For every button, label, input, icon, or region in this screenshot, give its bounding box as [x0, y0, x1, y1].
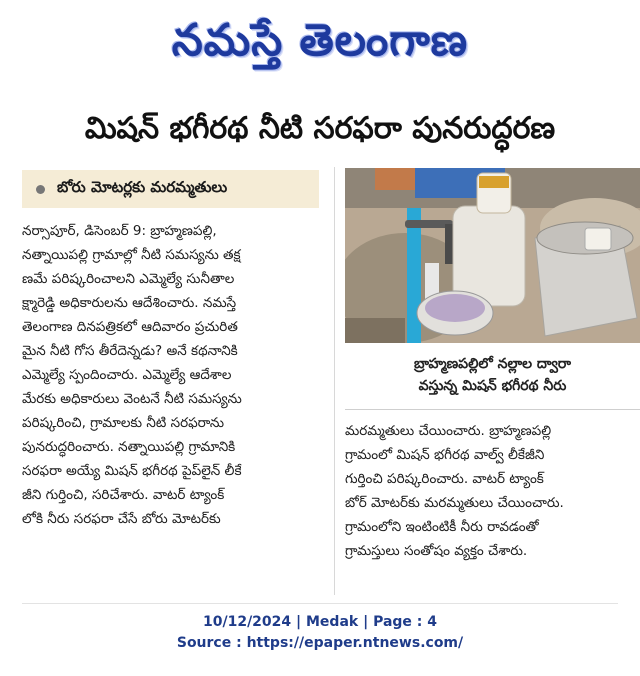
article-headline: మిషన్ భగీరథ నీటి సరఫరా పునరుద్ధరణ	[84, 111, 556, 146]
text-line: గ్రామంలోని ఇంటింటికీ నీరు రావడంతో	[345, 519, 539, 535]
text-line: బోర్ మోటర్‌కు మరమ్మతులు చేయించారు.	[345, 495, 564, 511]
text-line: ణమే పరిష్కరించాలని ఎమ్మెల్యే సునీతాల	[22, 271, 235, 287]
text-line: లోకి నీరు సరఫరా చేసే బోరు మోటర్‌కు	[22, 511, 221, 527]
bullet-icon	[36, 185, 45, 194]
text-line: తెలంగాణ దినపత్రికలో ఆదివారం ప్రచురిత	[22, 319, 238, 335]
photo-caption	[345, 345, 640, 405]
text-line: గ్రామంలో మిషన్ భగీరథ వాల్వ్ లీకేజీని	[345, 447, 545, 463]
article-column-1	[22, 219, 327, 531]
text-line: గ్రామస్తులు సంతోషం వ్యక్తం చేశారు.	[345, 543, 528, 559]
footer-divider	[22, 603, 618, 604]
footer-date-edition: 10/12/2024 | Medak | Page : 4	[202, 614, 438, 630]
caption-divider	[345, 409, 640, 410]
text-line: మైన నీటి గోస తీరేదెన్నడు? అనే కథనానికి	[22, 343, 238, 359]
column-divider	[334, 167, 335, 595]
masthead	[0, 0, 640, 92]
text-line: నర్సాపూర్, డిసెంబర్ 9: బ్రాహ్మణపల్లి,	[22, 223, 217, 239]
article-subhead	[22, 170, 319, 208]
text-line: ఎమ్మెల్యే స్పందించారు. ఎమ్మెల్యే ఆదేశాల	[22, 367, 232, 383]
text-line: జీని గుర్తించి, సరిచేశారు. వాటర్ ట్యాంక్	[22, 487, 225, 503]
caption-line: వస్తున్న మిషన్ భగీరథ నీరు	[418, 378, 567, 394]
text-line: క్ష్మారెడ్డి అధికారులను ఆదేశించారు. నమస్తే	[22, 295, 237, 311]
article-column-2	[345, 419, 640, 563]
newspaper-title: నమస్తే తెలంగాణ	[171, 15, 469, 66]
text-line: గుర్తించి పరిష్కరించారు. వాటర్ ట్యాంక్	[345, 471, 544, 487]
text-line: మేరకు అధికారులు వెంటనే నీటి సమస్యను	[22, 391, 242, 407]
footer	[0, 612, 640, 654]
text-line: నత్నాయిపల్లి గ్రామాల్లో నీటి సమస్యను తక్ష	[22, 247, 241, 263]
text-line: సరఫరా అయ్యే మిషన్ భగీరథ పైప్‌లైన్ లీకే	[22, 463, 242, 479]
text-line: పరిష్కరించి, గ్రామాలకు నీటి సరఫరాను	[22, 415, 225, 431]
footer-source-link[interactable]: Source : https://epaper.ntnews.com/	[176, 635, 464, 651]
caption-line: బ్రాహ్మణపల్లిలో నల్లాల ద్వారా	[413, 356, 572, 372]
text-line: మరమ్మతులు చేయించారు. బ్రాహ్మణపల్లి	[345, 423, 552, 439]
water-tap-photo	[345, 168, 640, 343]
article-photo	[345, 168, 640, 343]
subhead-text: బోరు మోటర్లకు మరమ్మతులు	[57, 178, 228, 196]
text-line: పునరుద్ధరించారు. నత్నాయిపల్లి గ్రామానికి	[22, 439, 236, 455]
